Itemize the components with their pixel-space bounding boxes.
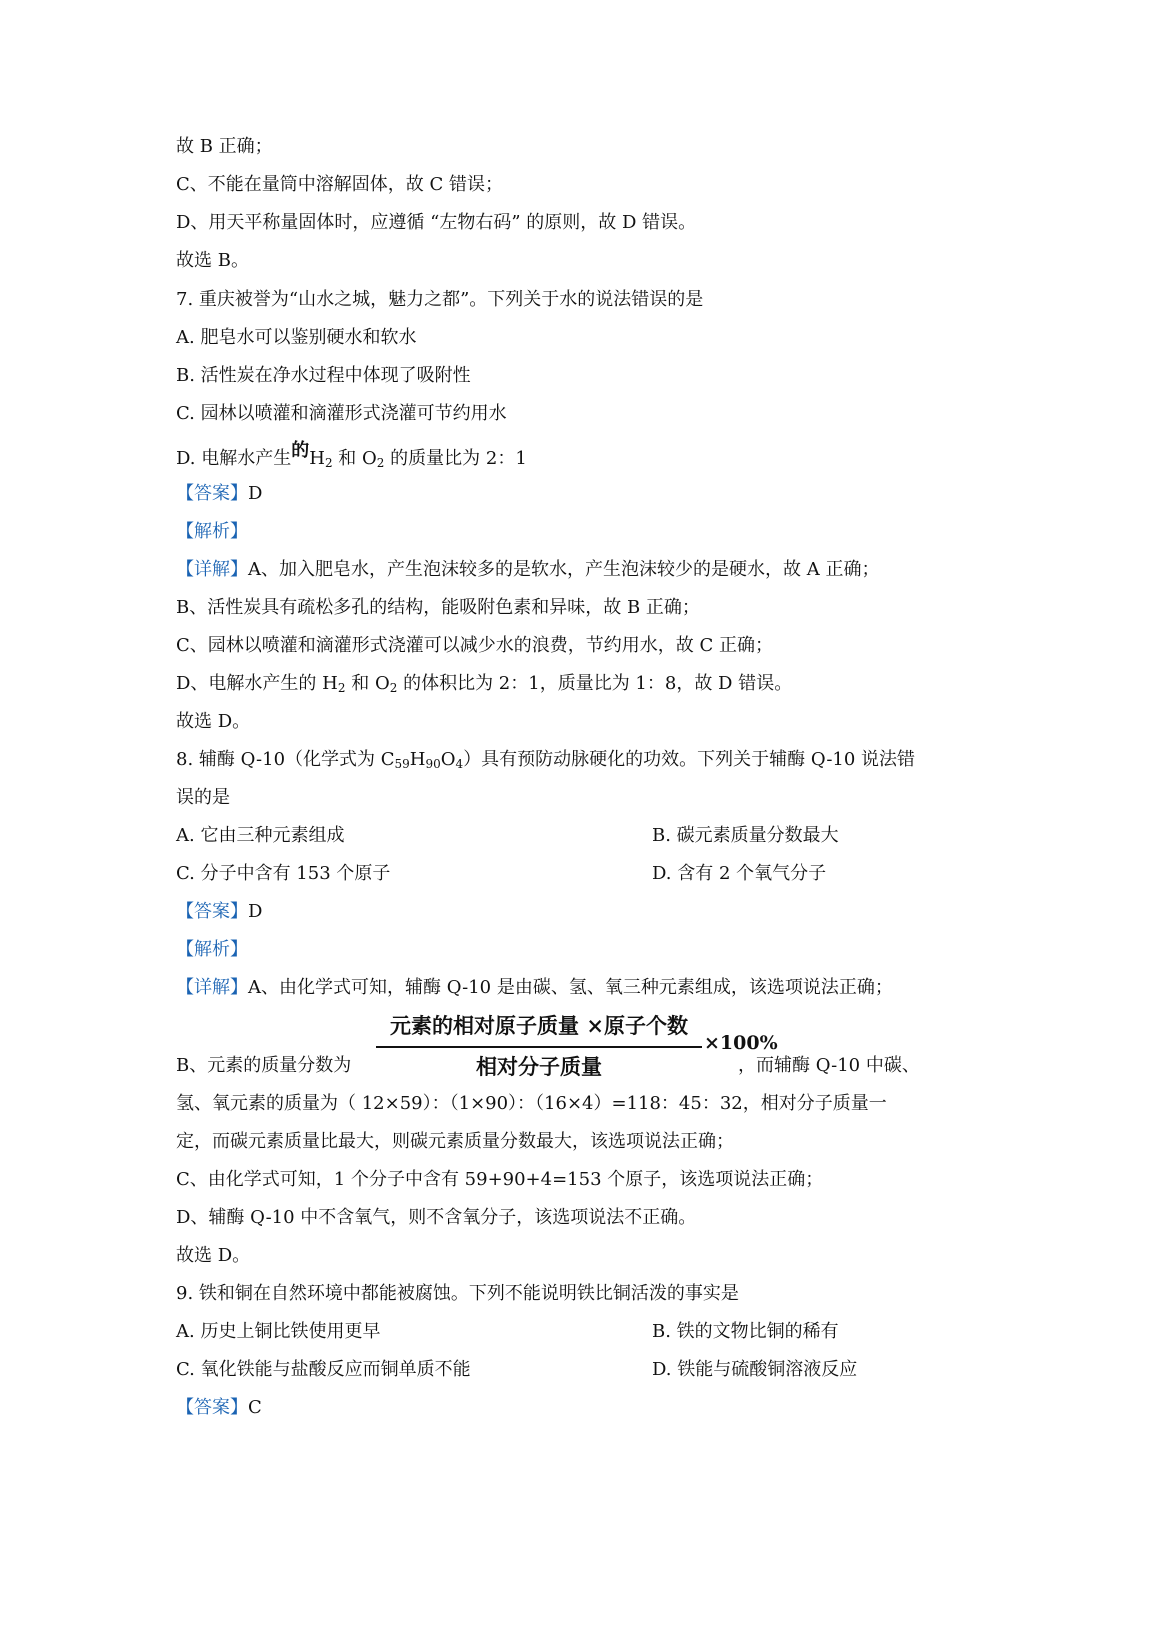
answer-value: D [248, 483, 263, 504]
text-line: 故选 D。 [176, 1245, 251, 1266]
text-line: 故 B 正确； [176, 136, 273, 157]
question-8-option-c: C. 分子中含有 153 个原子 [176, 863, 391, 884]
fraction-numerator: 元素的相对原子质量 ×原子个数 [390, 1013, 688, 1038]
answer-tag: 【答案】 [176, 1397, 248, 1418]
answer-tag: 【答案】 [176, 901, 248, 922]
question-8-option-a: A. 它由三种元素组成 [176, 825, 345, 846]
text-line: 故选 B。 [176, 250, 249, 271]
question-7-option-a: A. 肥皂水可以鉴别硬水和软水 [176, 327, 417, 348]
text-line: D、辅酶 Q-10 中不含氧气，则不含氧分子，该选项说法不正确。 [176, 1207, 697, 1228]
answer-value: D [248, 901, 263, 922]
text-line: 误的是 [176, 787, 230, 808]
text-line: 氢、氧元素的质量为（ 12×59）：（1×90）：（16×4）=118：45：32，相对分子质量一 [176, 1093, 887, 1114]
text-line: C、园林以喷灌和滴灌形式浇灌可以减少水的浪费，节约用水，故 C 正确； [176, 635, 773, 656]
formula-multiplier: ×100% [704, 1032, 778, 1054]
text-segment: A、加入肥皂水，产生泡沫较多的是软水，产生泡沫较少的是硬水，故 A 正确； [248, 559, 880, 580]
text-line: C、不能在量筒中溶解固体，故 C 错误； [176, 174, 503, 195]
answer-value: C [248, 1397, 262, 1418]
detail-line [176, 557, 879, 583]
question-7-option-d [176, 440, 527, 472]
subscript: 90 [425, 757, 441, 771]
question-8-stem [176, 747, 915, 773]
subscript: 2 [376, 456, 385, 470]
question-9-option-d: D. 铁能与硫酸铜溶液反应 [652, 1359, 858, 1380]
text-line: ，而辅酶 Q-10 中碳、 [738, 1055, 920, 1076]
answer-line [176, 899, 262, 925]
text-segment: A、由化学式可知，辅酶 Q-10 是由碳、氢、氧三种元素组成，该选项说法正确； [248, 977, 893, 998]
text-line: 定，而碳元素质量比最大，则碳元素质量分数最大，该选项说法正确； [176, 1131, 734, 1152]
subscript: 59 [394, 757, 410, 771]
element-symbol: H [309, 448, 325, 469]
subscript: 2 [324, 456, 333, 470]
mass-fraction-formula [376, 1010, 776, 1090]
question-9-option-c: C. 氧化铁能与盐酸反应而铜单质不能 [176, 1359, 471, 1380]
subscript: 2 [389, 681, 398, 695]
question-7-option-b: B. 活性炭在净水过程中体现了吸附性 [176, 365, 471, 386]
text-segment: D、电解水产生的 H [176, 673, 338, 694]
text-segment: D. 电解水产生 [176, 448, 292, 469]
raised-char: 的 [291, 440, 310, 461]
text-segment: 8. 辅酶 Q-10（化学式为 C [176, 749, 395, 770]
text-segment: 和 O [345, 673, 390, 694]
detail-line [176, 975, 893, 1001]
question-7-option-c: C. 园林以喷灌和滴灌形式浇灌可节约用水 [176, 403, 507, 424]
element-symbol: H [409, 749, 426, 770]
fraction-bar [376, 1046, 702, 1048]
text-line: 故选 D。 [176, 711, 251, 732]
subscript: 2 [337, 681, 346, 695]
text-line: B、元素的质量分数为 [176, 1055, 352, 1076]
text-line: C、由化学式可知，1 个分子中含有 59+90+4=153 个原子，该选项说法正确； [176, 1169, 824, 1190]
text-segment: ）具有预防动脉硬化的功效。下列关于辅酶 Q-10 说法错 [463, 749, 916, 770]
answer-tag: 【答案】 [176, 483, 248, 504]
element-symbol: O [440, 749, 456, 770]
text-line: B、活性炭具有疏松多孔的结构，能吸附色素和异味，故 B 正确； [176, 597, 700, 618]
detail-tag: 【详解】 [176, 559, 248, 580]
fraction-denominator: 相对分子质量 [476, 1054, 602, 1079]
text-segment: 和 [332, 448, 363, 469]
text-line [176, 671, 792, 697]
question-7-stem: 7. 重庆被誉为“山水之城，魅力之都”。下列关于水的说法错误的是 [176, 289, 704, 310]
question-9-option-a: A. 历史上铜比铁使用更早 [176, 1321, 381, 1342]
answer-line [176, 481, 262, 507]
question-8-option-d: D. 含有 2 个氧气分子 [652, 863, 827, 884]
answer-line [176, 1395, 262, 1421]
subscript: 4 [455, 757, 464, 771]
question-9-stem: 9. 铁和铜在自然环境中都能被腐蚀。下列不能说明铁比铜活泼的事实是 [176, 1283, 739, 1304]
text-line: D、用天平称量固体时，应遵循 “左物右码” 的原则，故 D 错误。 [176, 212, 697, 233]
text-segment: 的体积比为 2：1，质量比为 1：8，故 D 错误。 [397, 673, 793, 694]
question-9-option-b: B. 铁的文物比铜的稀有 [652, 1321, 839, 1342]
detail-tag: 【详解】 [176, 977, 248, 998]
question-8-option-b: B. 碳元素质量分数最大 [652, 825, 839, 846]
text-segment: 的质量比为 2：1 [384, 448, 527, 469]
analysis-tag: 【解析】 [176, 521, 248, 542]
element-symbol: O [362, 448, 377, 469]
analysis-tag: 【解析】 [176, 939, 248, 960]
